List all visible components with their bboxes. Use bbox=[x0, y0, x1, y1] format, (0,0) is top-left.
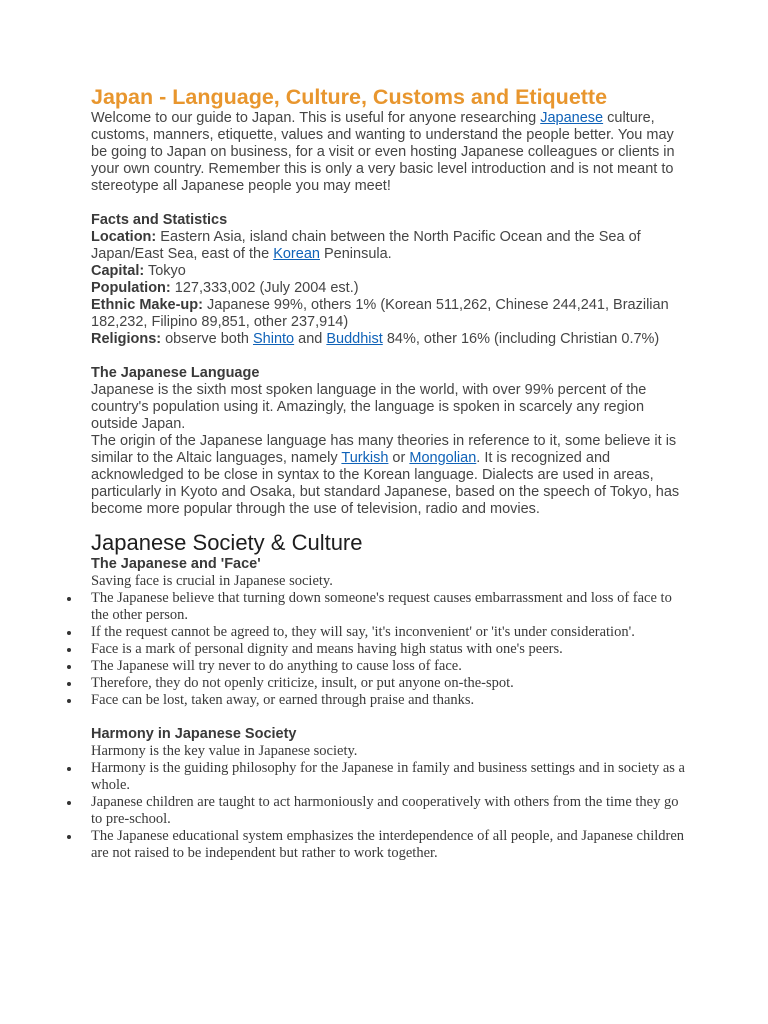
document-page bbox=[91, 84, 691, 862]
japanese-link[interactable]: Japanese bbox=[540, 110, 604, 126]
turkish-link[interactable]: Turkish bbox=[341, 450, 389, 466]
list-item: Face is a mark of personal dignity and means having high status with one's peers. bbox=[91, 641, 691, 658]
society-heading: Japanese Society & Culture bbox=[91, 530, 363, 555]
intro-paragraph: Welcome to our guide to Japan. This is useful for anyone researching Japanese culture, customs, manners, etiquette, values and wanting to understand the people better. You may be going to Japan on business, for a visit or even hosting Japanese colleagues or clients in your own country. Remember this is only a very basic level introduction and is not meant to stereotype all Japanese people you may meet! bbox=[91, 110, 675, 194]
list-item: The Japanese believe that turning down someone's request causes embarrassment and loss of face to the other person. bbox=[91, 590, 691, 624]
list-item: The Japanese educational system emphasizes the interdependence of all people, and Japanese children are not raised to be independent but rather to work together. bbox=[91, 828, 691, 862]
list-item: The Japanese will try never to do anything to cause loss of face. bbox=[91, 658, 691, 675]
bullet-icon bbox=[67, 665, 71, 669]
list-item: Therefore, they do not openly criticize, insult, or put anyone on-the-spot. bbox=[91, 675, 691, 692]
list-item: Face can be lost, taken away, or earned through praise and thanks. bbox=[91, 692, 691, 709]
intro-section bbox=[91, 110, 691, 195]
bullet-icon bbox=[67, 767, 71, 771]
bullet-icon bbox=[67, 631, 71, 635]
harmony-lead: Harmony is the key value in Japanese society. bbox=[91, 743, 358, 759]
language-paragraph-1: Japanese is the sixth most spoken language in the world, with over 99% percent of the country's population using it. Amazingly, the language is spoken in scarcely any region outside Japan. bbox=[91, 382, 647, 432]
capital-line: Capital: Tokyo bbox=[91, 263, 186, 279]
religions-line: Religions: observe both Shinto and Buddhist 84%, other 16% (including Christian 0.7%) bbox=[91, 331, 660, 347]
face-section bbox=[91, 556, 691, 709]
page-title: Japan - Language, Culture, Customs and Etiquette bbox=[91, 85, 608, 109]
bullet-icon bbox=[67, 682, 71, 686]
language-paragraph-2: The origin of the Japanese language has many theories in reference to it, some believe it is similar to the Altaic languages, namely Turkish or Mongolian. It is recognized and acknowledged to be close in syntax to the Korean language. Dialects are used in areas, particularly in Kyoto and Osaka, but standard Japanese, based on the speech of Tokyo, has become more popular through the use of television, radio and movies. bbox=[91, 433, 680, 517]
bullet-icon bbox=[67, 648, 71, 652]
harmony-list bbox=[91, 760, 691, 862]
face-lead: Saving face is crucial in Japanese society. bbox=[91, 573, 333, 589]
population-line: Population: 127,333,002 (July 2004 est.) bbox=[91, 280, 359, 296]
harmony-section bbox=[91, 726, 691, 862]
location-line: Location: Eastern Asia, island chain between the North Pacific Ocean and the Sea of Japan/East Sea, east of the Korean Peninsula. bbox=[91, 229, 641, 262]
korean-link[interactable]: Korean bbox=[273, 246, 320, 262]
face-heading: The Japanese and 'Face' bbox=[91, 556, 261, 572]
bullet-icon bbox=[67, 699, 71, 703]
ethnic-line: Ethnic Make-up: Japanese 99%, others 1% (Korean 511,262, Chinese 244,241, Brazilian 182,232, Filipino 89,851, other 237,914) bbox=[91, 297, 669, 330]
buddhist-link[interactable]: Buddhist bbox=[326, 331, 383, 347]
harmony-heading: Harmony in Japanese Society bbox=[91, 726, 297, 742]
language-heading: The Japanese Language bbox=[91, 365, 260, 381]
language-section bbox=[91, 365, 691, 518]
facts-heading: Facts and Statistics bbox=[91, 212, 228, 228]
bullet-icon bbox=[67, 835, 71, 839]
bullet-icon bbox=[67, 801, 71, 805]
face-list bbox=[91, 590, 691, 709]
mongolian-link[interactable]: Mongolian bbox=[409, 450, 477, 466]
bullet-icon bbox=[67, 597, 71, 601]
list-item: Japanese children are taught to act harmoniously and cooperatively with others from the time they go to pre-school. bbox=[91, 794, 691, 828]
list-item: Harmony is the guiding philosophy for the Japanese in family and business settings and in society as a whole. bbox=[91, 760, 691, 794]
facts-section bbox=[91, 212, 691, 348]
shinto-link[interactable]: Shinto bbox=[253, 331, 295, 347]
list-item: If the request cannot be agreed to, they will say, 'it's inconvenient' or 'it's under consideration'. bbox=[91, 624, 691, 641]
